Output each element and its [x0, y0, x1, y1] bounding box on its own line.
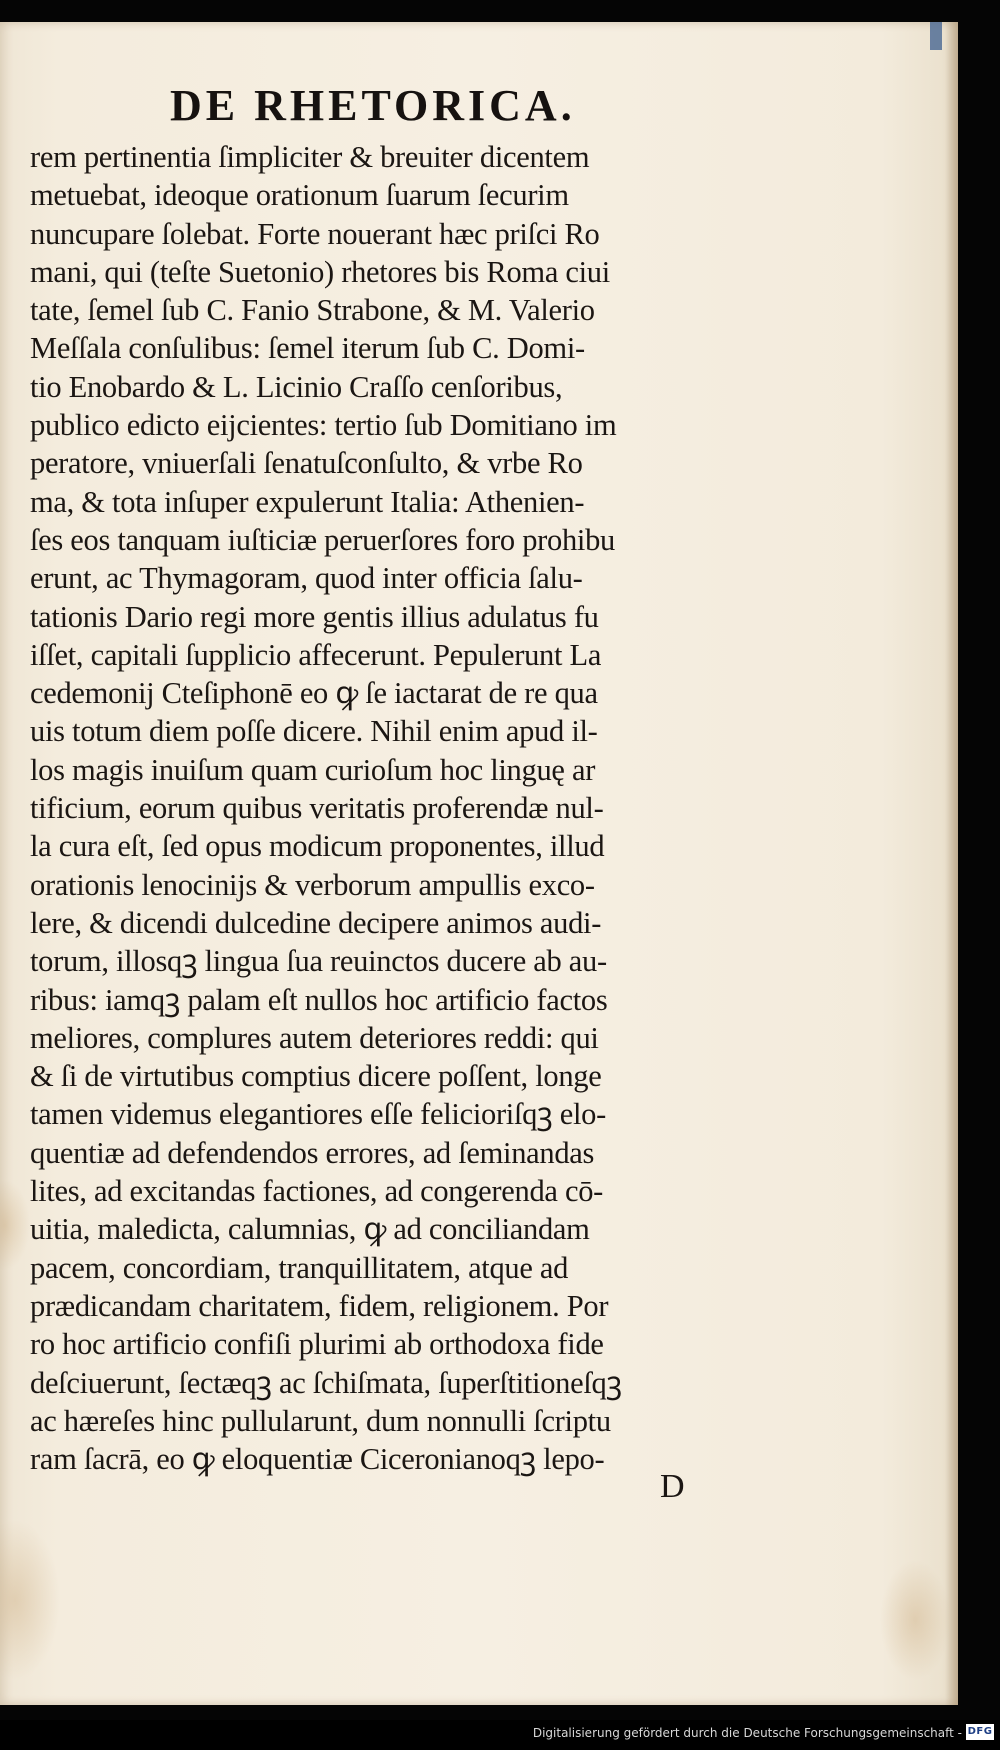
text-line: uitia, maledicta, calumnias, ꝙ ad conciliandam: [30, 1212, 590, 1247]
text-line: mani, qui (teſte Suetonio) rhetores bis Roma ciui: [30, 254, 610, 289]
text-line: prædicandam charitatem, fidem, religionem. Por: [30, 1288, 609, 1323]
text-line: iſſet, capitali ſupplicio affecerunt. Pepulerunt La: [30, 637, 602, 672]
text-line: metuebat, ideoque orationum ſuarum ſecurim: [30, 178, 569, 213]
text-line: los magis inuiſum quam curioſum hoc linguę ar: [30, 752, 596, 787]
catchword: D: [660, 1468, 685, 1505]
text-line: nuncupare ſolebat. Forte nouerant hæc priſci Ro: [30, 216, 600, 251]
text-line: Meſſala conſulibus: ſemel iterum ſub C. Domi-: [30, 331, 585, 366]
text-line: ro hoc artificio confiſi plurimi ab orthodoxa fide: [30, 1327, 604, 1362]
text-line: lere, & dicendi dulcedine decipere animos audi-: [30, 905, 602, 940]
text-line: ſes eos tanquam iuſticiæ peruerſores foro prohibu: [30, 522, 615, 557]
text-line: tificium, eorum quibus veritatis proferendæ nul-: [30, 791, 604, 826]
text-line: deſciuerunt, ſectæqꝫ ac ſchiſmata, ſuperſtitioneſqꝫ: [30, 1365, 622, 1400]
text-line: torum, illosqꝫ lingua ſua reuinctos ducere ab au-: [30, 944, 607, 979]
text-line: publico edicto eijcientes: tertio ſub Domitiano im: [30, 408, 617, 443]
body-text: [30, 138, 800, 1478]
text-line: peratore, vniuerſali ſenatuſconſulto, & vrbe Ro: [30, 446, 583, 481]
text-line: tate, ſemel ſub C. Fanio Strabone, & M. Valerio: [30, 293, 595, 328]
text-line: tamen videmus elegantiores eſſe felicioriſqꝫ elo-: [30, 1097, 606, 1132]
text-line: tio Enobardo & L. Licinio Craſſo cenſoribus,: [30, 369, 563, 404]
text-line: tationis Dario regi more gentis illius adulatus fu: [30, 599, 599, 634]
text-line: cedemonij Cteſiphonē eo ꝙ ſe iactarat de re qua: [30, 676, 598, 711]
text-line: pacem, concordiam, tranquillitatem, atque ad: [30, 1250, 569, 1285]
text-line: ribus: iamqꝫ palam eſt nullos hoc artificio factos: [30, 982, 608, 1017]
text-line: erunt, ac Thymagoram, quod inter officia ſalu-: [30, 561, 583, 596]
text-line: quentiæ ad defendendos errores, ad ſeminandas: [30, 1135, 595, 1170]
dfg-logo: DFG: [966, 1724, 994, 1740]
text-line: uis totum diem poſſe dicere. Nihil enim apud il-: [30, 714, 598, 749]
text-line: la cura eſt, ſed opus modicum proponentes, illud: [30, 829, 605, 864]
text-line: rem pertinentia ſimpliciter & breuiter dicentem: [30, 140, 590, 174]
text-line: & ſi de virtutibus comptius dicere poſſent, longe: [30, 1059, 602, 1094]
text-line: meliores, complures autem deteriores reddi: qui: [30, 1020, 599, 1055]
text-line: orationis lenocinijs & verborum ampullis exco-: [30, 867, 595, 902]
text-line: lites, ad excitandas factiones, ad congerenda cō-: [30, 1174, 604, 1209]
text-line: ac hæreſes hinc pullularunt, dum nonnulli ſcriptu: [30, 1403, 611, 1438]
text-line: ma, & tota inſuper expulerunt Italia: Athenien-: [30, 484, 585, 519]
page-edge-shadow: [945, 22, 958, 1705]
text-line: ram ſacrā, eo ꝙ eloquentiæ Ciceronianoqꝫ lepo-: [30, 1442, 605, 1477]
digitization-credit: Digitalisierung gefördert durch die Deutsche Forschungsgemeinschaft -: [532, 1726, 962, 1740]
paper-stain: [880, 1560, 950, 1680]
running-head: DE RHETORICA.: [170, 81, 576, 130]
blue-color-mark: [930, 22, 942, 50]
